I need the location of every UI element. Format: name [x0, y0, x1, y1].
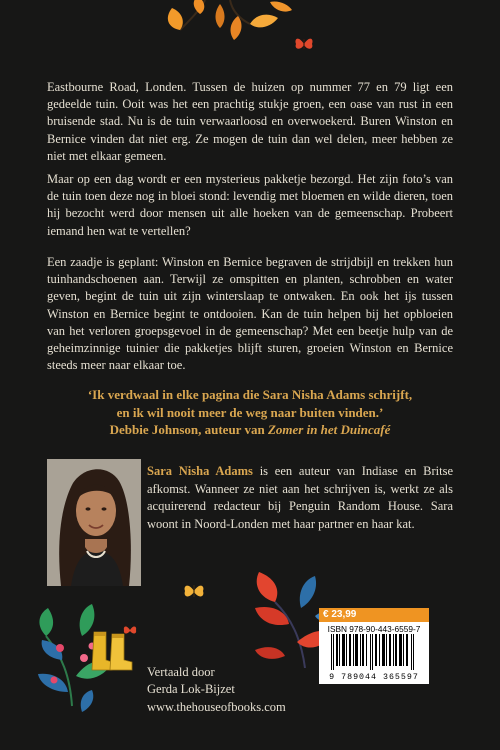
review-quote [47, 386, 453, 439]
attribution-author: Debbie Johnson, auteur van [109, 422, 268, 437]
quote-attribution [47, 421, 453, 439]
author-photo [47, 459, 141, 586]
publisher-website: www.thehouseofbooks.com [147, 700, 286, 714]
translator-label: Vertaald door [147, 665, 215, 679]
attribution-book-title: Zomer in het Duincafé [267, 422, 391, 437]
quote-line-2: en ik wil nooit meer de weg naar buiten vinden.’ [116, 404, 384, 420]
author-bio-text: is een auteur van Indiase en Britse afkomst. Wanneer ze niet aan het schrijven is, werkt ze als acquirerend redacteur bij Penguin Random House. Sara woont in Noord-Londen met haar partner en haar kat. [147, 464, 453, 531]
butterfly-icon [183, 582, 205, 600]
blurb-paragraph-2: Maar op een dag wordt er een mysterieus pakketje bezorgd. Het zijn foto’s van de tuin toen deze nog in bloei stond: levendig met bloemen en wilde dieren, toen hij bezocht werd door mensen uit alle hoeken van de gemeenschap. Probeert iemand hen wat te vertellen? [47, 172, 453, 238]
price-tag: € 23,99 [319, 608, 429, 622]
butterfly-icon [123, 624, 137, 636]
translator-name: Gerda Lok-Bijzet [147, 682, 235, 696]
barcode-icon [329, 634, 419, 670]
blurb-paragraph-3: Een zaadje is geplant: Winston en Bernice begraven de strijdbijl en trekken hun tuinhandschoenen aan. Terwijl ze omspitten en planten, schrobben en water geven, begint de tuin uit zijn winterslaap te ontwaken. En ook het ijs tussen Winston en Bernice begint te ontdooien. Kan de tuin helpen bij het opbloeien van het verloren groepsgevoel in de gemeenschap? Met een beetje hulp van de geheimzinnige tuinier die pakketjes blijft sturen, groeien Winston en Bernice steeds meer naar elkaar toe. [47, 255, 453, 373]
butterfly-icon [294, 35, 314, 53]
barcode-area [319, 622, 429, 684]
quote-line-1: ‘Ik verdwaal in elke pagina die Sara Nisha Adams schrijft, [87, 387, 413, 402]
blurb-paragraph-1: Eastbourne Road, Londen. Tussen de huizen op nummer 77 en 79 ligt een gedeelde tuin. Ooit was het een prachtig stukje groen, een oase van rust in een bruisende stad. Nu is de tuin verwaarloosd en overwoekerd. Buren Winston en Bernice vinden dat niet erg. Ze mogen de tuin dan wel delen, meer hebben ze niet met elkaar gemeen. [47, 80, 453, 163]
author-name: Sara Nisha Adams [147, 464, 253, 478]
barcode-digits: 9 789044 365597 [329, 673, 419, 682]
isbn-number: ISBN 978-90-443-6559-7 [327, 624, 421, 634]
author-bio [147, 463, 453, 533]
translator-credit [147, 664, 235, 698]
